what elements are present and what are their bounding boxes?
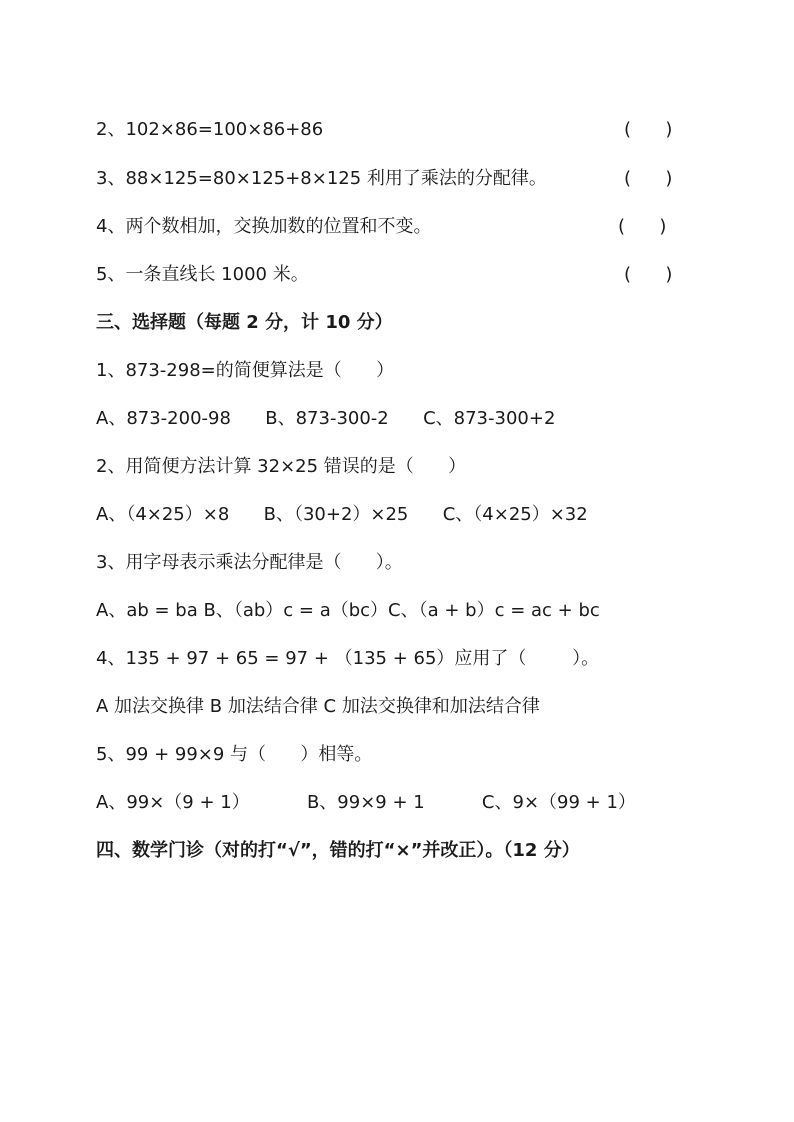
judgment-item-2: 2、102×86=100×86+86: [96, 119, 324, 140]
judgment-item-3: 3、88×125=80×125+8×125 利用了乘法的分配律。: [96, 168, 547, 189]
choice-question-2-stem: 2、用简便方法计算 32×25 错误的是（ ）: [96, 456, 467, 477]
judgment-item-4-answer-blank: ( ): [618, 216, 667, 237]
choice-question-3-stem: 3、用字母表示乘法分配律是（ ）。: [96, 552, 403, 573]
judgment-item-5-answer-blank: ( ): [624, 264, 673, 285]
judgment-item-5: 5、一条直线长 1000 米。: [96, 264, 309, 285]
choice-question-5-stem: 5、99 + 99×9 与（ ）相等。: [96, 744, 373, 765]
choice-question-3-options: A、ab = ba B、（ab）c = a（bc）C、（a + b）c = ac + bc: [96, 600, 600, 621]
choice-question-4-stem: 4、135 + 97 + 65 = 97 + （135 + 65）应用了（ ）。: [96, 648, 600, 669]
choice-question-1-options: A、873-200-98 B、873-300-2 C、873-300+2: [96, 408, 556, 429]
judgment-item-4: 4、两个数相加，交换加数的位置和不变。: [96, 216, 432, 237]
choice-question-2-options: A、（4×25）×8 B、（30+2）×25 C、（4×25）×32: [96, 504, 588, 525]
choice-question-1-stem: 1、873-298=的简便算法是（ ）: [96, 360, 395, 381]
section-4-title: 四、数学门诊（对的打“√”，错的打“×”并改正）。（12 分）: [96, 840, 580, 861]
section-3-title: 三、选择题（每题 2 分，计 10 分）: [96, 312, 393, 333]
choice-question-4-options: A 加法交换律 B 加法结合律 C 加法交换律和加法结合律: [96, 696, 540, 717]
judgment-item-2-answer-blank: ( ): [624, 119, 673, 140]
choice-question-5-options: A、99×（9 + 1） B、99×9 + 1 C、9×（99 + 1）: [96, 792, 636, 813]
judgment-item-3-answer-blank: ( ): [624, 168, 673, 189]
